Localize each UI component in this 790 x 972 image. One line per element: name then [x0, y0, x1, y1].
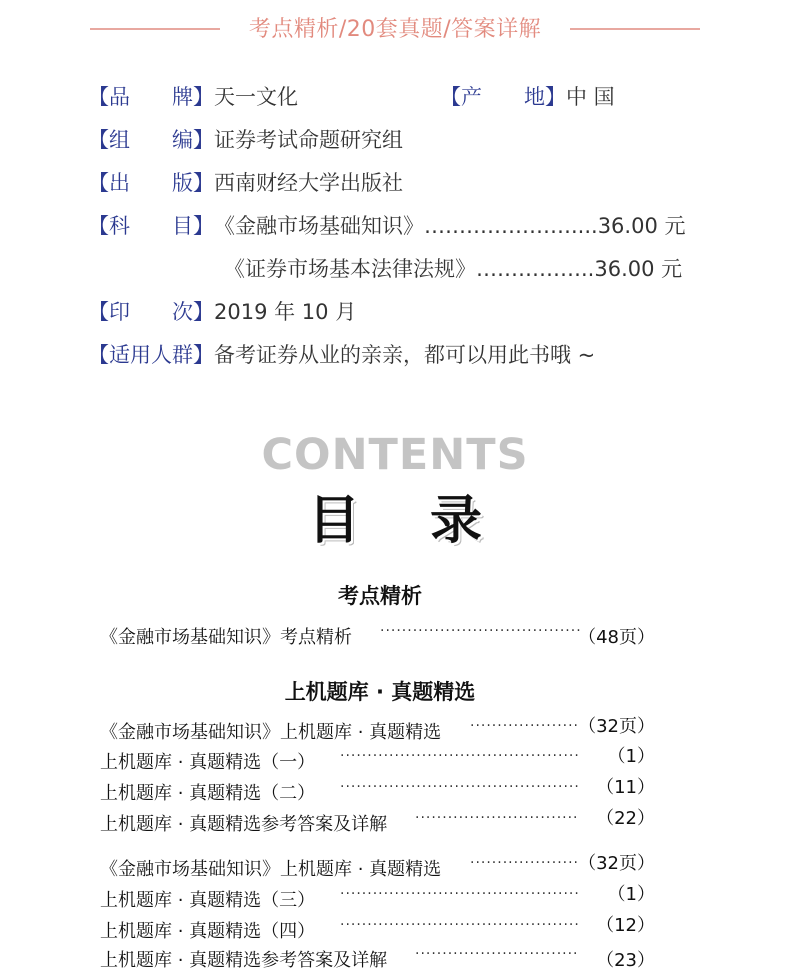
- contents-heading-char: 录: [430, 491, 483, 551]
- toc-entry-title: 《金融市场基础知识》上机题库 · 真题精选: [100, 722, 442, 743]
- info-subject: [88, 205, 686, 248]
- info-label: 【出 版】: [88, 171, 214, 195]
- toc-entry[interactable]: [100, 718, 655, 748]
- toc-entry[interactable]: [100, 810, 655, 840]
- toc-entry-title: 上机题库 · 真题精选（三）: [100, 890, 316, 911]
- info-value: 备考证券从业的亲亲，都可以用此书哦 ~: [214, 343, 596, 367]
- toc-leader-dots: ······························: [415, 946, 579, 962]
- toc-section-title: 上机题库 · 真题精选: [284, 680, 476, 704]
- toc-entry-page: （48页）: [578, 627, 655, 648]
- toc-entry-title: 上机题库 · 真题精选（二）: [100, 783, 316, 804]
- product-info: [88, 76, 728, 376]
- info-label: 【组 编】: [88, 128, 214, 152]
- info-brand: [88, 76, 298, 119]
- info-value: 《证券市场基本法律法规》……………..36.00 元: [224, 257, 683, 281]
- toc-entry[interactable]: [100, 779, 655, 809]
- toc-entry[interactable]: [100, 946, 655, 971]
- info-label: 【适用人群】: [88, 343, 214, 367]
- toc-entry[interactable]: [100, 748, 655, 778]
- info-label: 【品 牌】: [88, 85, 214, 109]
- info-subject-2: [224, 248, 682, 291]
- toc-leader-dots: ············································: [340, 886, 580, 902]
- toc-entry-page: （32页）: [578, 716, 655, 737]
- toc-entry-title: 上机题库 · 真题精选（一）: [100, 752, 316, 773]
- toc-entry-title: 上机题库 · 真题精选参考答案及详解: [100, 950, 388, 971]
- header-title: 考点精析/20套真题/答案详解: [0, 12, 790, 43]
- toc-leader-dots: ············································: [340, 917, 580, 933]
- toc-leader-dots: ············································: [340, 779, 580, 795]
- info-value: 《金融市场基础知识》…………………....36.00 元: [214, 214, 686, 238]
- toc-leader-dots: ············································: [340, 748, 580, 764]
- contents-heading-en: CONTENTS: [261, 430, 529, 480]
- toc-leader-dots: ·····································: [380, 623, 582, 639]
- toc-entry[interactable]: [100, 855, 655, 885]
- info-value: 西南财经大学出版社: [214, 171, 403, 195]
- info-editor: [88, 119, 403, 162]
- toc-entry[interactable]: [100, 623, 655, 653]
- toc-entry-page: （11）: [596, 777, 655, 798]
- toc-entry[interactable]: [100, 917, 655, 947]
- toc-entry-page: （23）: [596, 950, 655, 971]
- toc-entry-title: 上机题库 · 真题精选（四）: [100, 921, 316, 942]
- info-label: 【科 目】: [88, 214, 214, 238]
- contents-heading-zh: [0, 478, 790, 553]
- toc-entry-page: （32页）: [578, 853, 655, 874]
- info-audience: [88, 334, 595, 377]
- info-print: [88, 291, 356, 334]
- toc-entry-page: （1）: [607, 746, 655, 767]
- toc-section-title: 考点精析: [338, 584, 422, 608]
- info-label: 【产 地】: [440, 85, 566, 109]
- info-publisher: [88, 162, 403, 205]
- toc-leader-dots: ······························: [415, 810, 579, 826]
- toc-entry-page: （12）: [596, 915, 655, 936]
- info-value: 2019 年 10 月: [214, 300, 357, 324]
- toc-entry-page: （22）: [596, 808, 655, 829]
- toc-entry-title: 上机题库 · 真题精选参考答案及详解: [100, 814, 388, 835]
- toc-leader-dots: ····················: [470, 718, 580, 734]
- toc-entry-page: （1）: [607, 884, 655, 905]
- contents-heading-char: 目: [307, 491, 360, 551]
- toc-entry-title: 《金融市场基础知识》考点精析: [100, 627, 352, 648]
- toc-entry[interactable]: [100, 886, 655, 916]
- info-value: 天一文化: [214, 85, 298, 109]
- toc-leader-dots: ····················: [470, 855, 580, 871]
- info-label: 【印 次】: [88, 300, 214, 324]
- info-value: 证券考试命题研究组: [214, 128, 403, 152]
- toc-entry-title: 《金融市场基础知识》上机题库 · 真题精选: [100, 859, 442, 880]
- info-value: 中 国: [566, 85, 615, 109]
- info-origin: [440, 76, 615, 119]
